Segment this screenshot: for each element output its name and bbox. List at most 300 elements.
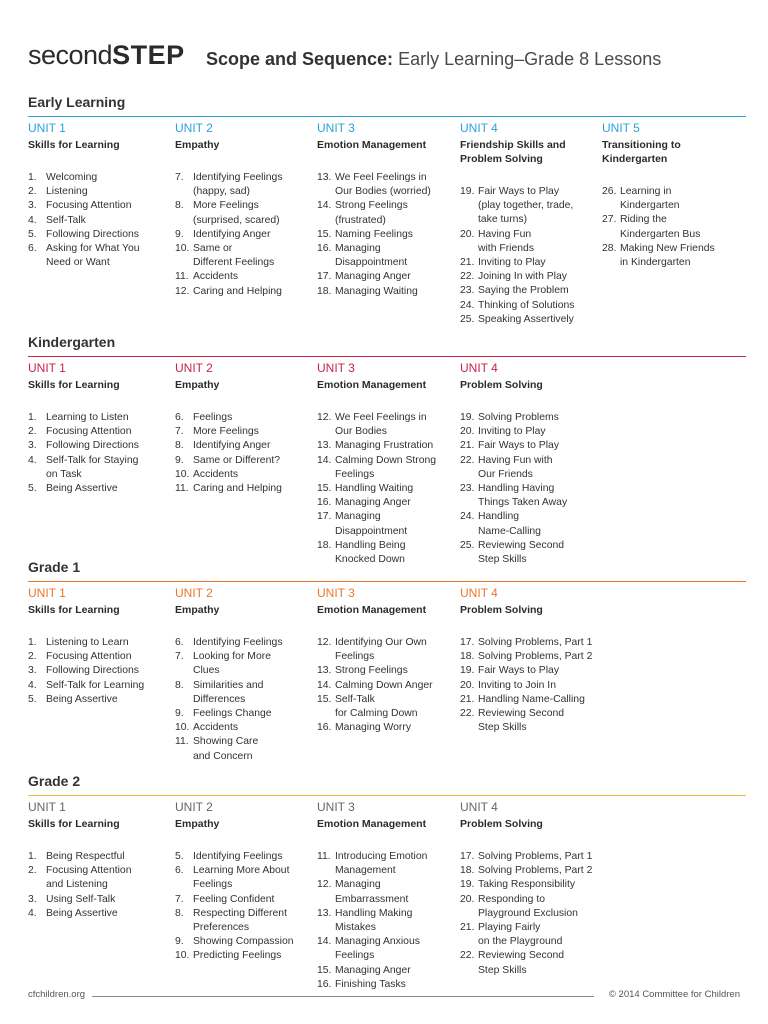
lesson-item <box>28 907 132 921</box>
lesson-title: Solving Problems, Part 2 <box>478 651 593 663</box>
section-divider <box>28 356 746 357</box>
lesson-title: Feelings <box>193 412 233 423</box>
unit-title: Empathy <box>175 139 220 151</box>
lesson-number: 15. <box>317 228 332 240</box>
lesson-title: Embarrassment <box>335 893 409 905</box>
lesson-item <box>175 707 283 721</box>
lesson-title: Introducing Emotion <box>335 851 428 862</box>
unit-column <box>460 799 592 978</box>
lesson-item <box>175 454 282 468</box>
lesson-number: 2. <box>28 865 37 877</box>
lesson-title: Using Self-Talk <box>46 893 116 905</box>
lesson-item <box>175 664 283 678</box>
lesson-title: for Calming Down <box>335 708 418 720</box>
lesson-number: 15. <box>317 483 332 495</box>
lesson-item <box>602 242 715 256</box>
lesson-item <box>460 864 592 878</box>
lesson-title: (surprised, scared) <box>193 214 280 226</box>
lesson-number: 9. <box>175 936 184 948</box>
lesson-item <box>317 270 431 284</box>
unit-title: Empathy <box>175 379 220 391</box>
lesson-item <box>317 510 436 524</box>
unit-column <box>460 585 592 735</box>
lesson-number: 2. <box>28 186 37 198</box>
page-title: Scope and Sequence: Early Learning–Grade 8 Lessons <box>206 49 662 69</box>
lesson-title: Reviewing Second <box>478 708 565 720</box>
lesson-title: Managing Worry <box>335 722 412 734</box>
lesson-title: Managing Anxious <box>335 936 420 948</box>
lesson-item <box>317 214 431 228</box>
lesson-title: Managing <box>335 511 381 523</box>
lesson-item <box>317 921 427 935</box>
lesson-number: 2. <box>28 426 37 438</box>
lesson-item <box>28 171 140 185</box>
lesson-number: 1. <box>28 172 37 183</box>
lesson-title: Need or Want <box>46 257 110 269</box>
lesson-number: 17. <box>317 271 332 283</box>
lesson-number: 7. <box>175 893 184 905</box>
lesson-item <box>175 285 283 299</box>
unit-title: Transitioning to <box>602 139 681 151</box>
unit-title: Emotion Management <box>317 604 427 616</box>
lesson-item <box>460 425 567 439</box>
lesson-title: Same or <box>193 243 233 255</box>
unit-number: UNIT 4 <box>460 361 498 375</box>
lesson-list <box>175 411 282 496</box>
section-early-learning <box>28 92 746 325</box>
lesson-number: 11. <box>317 851 331 862</box>
lesson-title: Our Bodies (worried) <box>335 186 431 198</box>
lesson-number: 15. <box>317 693 332 705</box>
lesson-title: Preferences <box>193 922 250 934</box>
lesson-title: Thinking of Solutions <box>478 299 575 311</box>
lesson-item <box>28 664 144 678</box>
unit-number: UNIT 4 <box>460 121 498 135</box>
lesson-title: in Kindergarten <box>620 257 691 269</box>
lesson-item <box>317 425 436 439</box>
lesson-item <box>460 468 567 482</box>
unit-number: UNIT 2 <box>175 586 213 600</box>
unit-number: UNIT 1 <box>28 361 66 375</box>
lesson-number: 16. <box>317 497 332 509</box>
lesson-number: 25. <box>460 539 475 551</box>
lesson-title: Taking Responsibility <box>478 879 576 891</box>
lesson-list <box>460 850 592 978</box>
lesson-title: Fair Ways to Play <box>478 440 560 452</box>
lesson-title: Fair Ways to Play <box>478 186 560 197</box>
page-header <box>28 40 748 80</box>
lesson-item <box>317 679 433 693</box>
unit-number: UNIT 1 <box>28 586 66 600</box>
lesson-item <box>602 199 715 213</box>
lesson-number: 3. <box>28 200 37 212</box>
lesson-item <box>28 199 140 213</box>
lesson-title: We Feel Feelings in <box>335 412 427 423</box>
lesson-title: Feelings <box>193 879 233 891</box>
lesson-item <box>317 496 436 510</box>
lesson-item <box>317 964 427 978</box>
lesson-item <box>460 482 567 496</box>
lesson-title: Mistakes <box>335 922 376 934</box>
lesson-title: Joining In with Play <box>478 271 567 283</box>
unit-column <box>28 360 139 496</box>
lesson-title: (frustrated) <box>335 214 386 226</box>
lesson-item <box>317 636 433 650</box>
lesson-item <box>460 636 592 650</box>
lesson-list <box>317 636 433 735</box>
lesson-number: 5. <box>175 851 184 862</box>
lesson-title: Clues <box>193 665 220 677</box>
lesson-title: Identifying Feelings <box>193 637 283 648</box>
unit-column <box>317 360 436 567</box>
lesson-item <box>28 650 144 664</box>
lesson-title: Finishing Tasks <box>335 978 406 990</box>
lesson-item <box>317 199 431 213</box>
lesson-number: 5. <box>28 483 37 495</box>
lesson-item <box>28 228 140 242</box>
lesson-title: with Friends <box>478 242 535 254</box>
lesson-number: 4. <box>28 907 37 919</box>
lesson-number: 12. <box>317 412 332 423</box>
lesson-title: Identifying Our Own <box>335 637 427 648</box>
lesson-title: Similarities and <box>193 679 264 691</box>
lesson-number: 14. <box>317 679 332 691</box>
lesson-item <box>460 510 567 524</box>
lesson-number: 11. <box>175 271 189 283</box>
lesson-title: on the Playground <box>478 936 563 948</box>
lesson-item <box>28 214 140 228</box>
lesson-item <box>460 284 574 298</box>
lesson-number: 12. <box>317 879 332 891</box>
lesson-item <box>317 468 436 482</box>
lesson-item <box>460 907 592 921</box>
lesson-item <box>175 935 294 949</box>
lesson-title: Following Directions <box>46 440 139 452</box>
lesson-title: Self-Talk for Staying <box>46 454 139 466</box>
lesson-title: Our Friends <box>478 468 533 480</box>
lesson-title: Asking for What You <box>46 243 140 255</box>
lesson-number: 5. <box>28 693 37 705</box>
lesson-item <box>460 496 567 510</box>
lesson-list <box>602 185 715 270</box>
lesson-item <box>28 878 132 892</box>
lesson-item <box>175 636 283 650</box>
unit-number: UNIT 5 <box>602 121 640 135</box>
lesson-number: 6. <box>175 865 184 877</box>
lesson-item <box>28 693 144 707</box>
lesson-number: 17. <box>460 637 475 648</box>
lesson-number: 8. <box>175 907 184 919</box>
section-kindergarten <box>28 332 746 566</box>
lesson-title: Fair Ways to Play <box>478 665 560 677</box>
lesson-title: Having Fun <box>478 228 532 240</box>
lesson-item <box>460 707 592 721</box>
lesson-item <box>460 893 592 907</box>
unit-title: Problem Solving <box>460 379 543 391</box>
lesson-number: 8. <box>175 200 184 212</box>
unit-number: UNIT 2 <box>175 121 213 135</box>
lesson-number: 7. <box>175 172 184 183</box>
lesson-item <box>28 411 139 425</box>
lesson-number: 18. <box>460 865 475 877</box>
lesson-number: 1. <box>28 412 37 423</box>
lesson-title: Feelings <box>335 950 375 962</box>
unit-title: Emotion Management <box>317 379 427 391</box>
lesson-item <box>460 185 574 199</box>
section-grade-2 <box>28 771 746 990</box>
lesson-number: 1. <box>28 637 37 648</box>
lesson-number: 3. <box>28 440 37 452</box>
lesson-number: 14. <box>317 936 332 948</box>
lesson-title: Managing Anger <box>335 271 411 283</box>
lesson-item <box>317 850 427 864</box>
lesson-item <box>460 949 592 963</box>
unit-column <box>317 585 433 735</box>
unit-column <box>317 799 427 992</box>
lesson-title: Being Respectful <box>46 851 125 862</box>
footer-website: cfchildren.org <box>28 989 86 1000</box>
section-divider <box>28 116 746 117</box>
lesson-number: 14. <box>317 454 332 466</box>
lesson-item <box>460 525 567 539</box>
lesson-title: Solving Problems, Part 2 <box>478 865 593 877</box>
lesson-item <box>317 439 436 453</box>
lesson-number: 22. <box>460 950 475 962</box>
lesson-item <box>317 693 433 707</box>
lesson-title: Following Directions <box>46 228 139 240</box>
lesson-item <box>460 299 574 313</box>
lesson-number: 10. <box>175 243 190 255</box>
lesson-title: and Concern <box>193 750 253 762</box>
lesson-title: Showing Compassion <box>193 936 294 948</box>
lesson-item <box>175 228 283 242</box>
lesson-number: 19. <box>460 186 475 197</box>
lesson-item <box>460 664 592 678</box>
lesson-item <box>317 228 431 242</box>
lesson-title: Our Bodies <box>335 426 387 438</box>
lesson-number: 24. <box>460 511 475 523</box>
lesson-item <box>175 907 294 921</box>
lesson-title: Showing Care <box>193 736 259 748</box>
lesson-number: 22. <box>460 708 475 720</box>
lesson-number: 20. <box>460 893 475 905</box>
unit-column <box>28 585 144 707</box>
lesson-item <box>460 256 574 270</box>
lesson-item <box>460 228 574 242</box>
lesson-item <box>175 949 294 963</box>
lesson-title: Different Feelings <box>193 257 275 269</box>
lesson-title: (play together, trade, <box>478 200 574 212</box>
lesson-item <box>28 850 132 864</box>
lesson-title: Identifying Anger <box>193 228 271 240</box>
lesson-title: Same or Different? <box>193 454 281 466</box>
unit-title: Problem Solving <box>460 818 543 830</box>
lesson-item <box>28 636 144 650</box>
lesson-item <box>317 949 427 963</box>
lesson-item <box>175 425 282 439</box>
lesson-number: 15. <box>317 964 332 976</box>
lesson-item <box>317 171 431 185</box>
lesson-title: Management <box>335 865 396 877</box>
lesson-title: Strong Feelings <box>335 200 408 212</box>
lesson-number: 20. <box>460 228 475 240</box>
lesson-number: 23. <box>460 483 475 495</box>
lesson-title: Focusing Attention <box>46 200 132 212</box>
unit-number: UNIT 1 <box>28 121 66 135</box>
lesson-number: 19. <box>460 879 475 891</box>
lesson-title: Managing Anger <box>335 497 411 509</box>
unit-number: UNIT 2 <box>175 800 213 814</box>
lesson-title: Things Taken Away <box>478 497 568 509</box>
footer-divider <box>92 996 594 997</box>
lesson-number: 18. <box>317 285 332 297</box>
lesson-number: 21. <box>460 257 475 269</box>
lesson-item <box>28 893 132 907</box>
lesson-title: Focusing Attention <box>46 651 132 663</box>
lesson-number: 24. <box>460 299 475 311</box>
lesson-title: take turns) <box>478 214 528 226</box>
lesson-number: 20. <box>460 679 475 691</box>
lesson-title: Handling Making <box>335 907 413 919</box>
lesson-title: Feelings <box>335 651 375 663</box>
lesson-title: Step Skills <box>478 964 527 976</box>
lesson-number: 18. <box>460 651 475 663</box>
lesson-title: Having Fun with <box>478 454 553 466</box>
lesson-item <box>317 893 427 907</box>
lesson-title: Self-Talk for Learning <box>46 679 145 691</box>
lesson-title: Focusing Attention <box>46 426 132 438</box>
lesson-title: Listening <box>46 186 88 198</box>
lesson-title: Solving Problems <box>478 412 559 423</box>
unit-title: Skills for Learning <box>28 818 120 830</box>
unit-column <box>460 360 567 567</box>
lesson-title: Predicting Feelings <box>193 950 282 962</box>
lesson-number: 5. <box>28 228 37 240</box>
lesson-number: 19. <box>460 665 475 677</box>
lesson-item <box>460 539 567 553</box>
lesson-number: 11. <box>175 483 189 495</box>
lesson-item <box>175 750 283 764</box>
lesson-title: Reviewing Second <box>478 539 565 551</box>
lesson-title: Riding the <box>620 214 667 226</box>
lesson-item <box>175 411 282 425</box>
lesson-item <box>317 525 436 539</box>
lesson-item <box>317 707 433 721</box>
lesson-title: Knocked Down <box>335 554 405 566</box>
lesson-item <box>175 199 283 213</box>
lesson-title: Reviewing Second <box>478 950 565 962</box>
lesson-title: More Feelings <box>193 426 259 438</box>
lesson-title: Managing Frustration <box>335 440 434 452</box>
lesson-item <box>28 242 140 256</box>
lesson-item <box>317 907 427 921</box>
unit-number: UNIT 4 <box>460 800 498 814</box>
lesson-title: Handling Waiting <box>335 483 414 495</box>
lesson-number: 10. <box>175 722 190 734</box>
lesson-number: 13. <box>317 172 332 183</box>
lesson-number: 21. <box>460 922 475 934</box>
unit-number: UNIT 3 <box>317 361 355 375</box>
lesson-title: Inviting to Join In <box>478 679 556 691</box>
unit-title: Emotion Management <box>317 139 427 151</box>
section-divider <box>28 795 746 796</box>
lesson-item <box>175 482 282 496</box>
lesson-item <box>317 664 433 678</box>
lesson-list <box>175 171 283 299</box>
lesson-number: 4. <box>28 214 37 226</box>
unit-number: UNIT 3 <box>317 800 355 814</box>
lesson-title: Caring and Helping <box>193 483 282 495</box>
unit-title: Skills for Learning <box>28 139 120 151</box>
lesson-number: 9. <box>175 454 184 466</box>
lesson-title: Disappointment <box>335 525 408 537</box>
lesson-number: 2. <box>28 651 37 663</box>
lesson-title: Accidents <box>193 468 239 480</box>
lesson-number: 21. <box>460 440 475 452</box>
lesson-number: 9. <box>175 228 184 240</box>
lesson-number: 16. <box>317 722 332 734</box>
lesson-title: Playing Fairly <box>478 922 541 934</box>
lesson-title: Being Assertive <box>46 693 118 705</box>
lesson-item <box>175 171 283 185</box>
lesson-number: 20. <box>460 426 475 438</box>
lesson-list <box>317 171 431 299</box>
lesson-title: Solving Problems, Part 1 <box>478 851 593 862</box>
unit-title: Kindergarten <box>602 153 668 165</box>
lesson-title: Speaking Assertively <box>478 313 574 325</box>
lesson-number: 7. <box>175 426 184 438</box>
unit-title: Emotion Management <box>317 818 427 830</box>
lesson-number: 22. <box>460 454 475 466</box>
lesson-title: Respecting Different <box>193 907 287 919</box>
lesson-number: 13. <box>317 665 332 677</box>
lesson-number: 10. <box>175 468 190 480</box>
lesson-item <box>460 935 592 949</box>
lesson-list <box>317 850 427 992</box>
lesson-item <box>460 313 574 327</box>
lesson-number: 23. <box>460 285 475 297</box>
lesson-item <box>28 468 139 482</box>
lesson-item <box>460 878 592 892</box>
lesson-number: 28. <box>602 242 617 254</box>
lesson-title: Naming Feelings <box>335 228 413 240</box>
lesson-title: Inviting to Play <box>478 257 546 269</box>
lesson-title: Kindergarten Bus <box>620 228 701 240</box>
lesson-item <box>175 850 294 864</box>
lesson-title: Differences <box>193 693 246 705</box>
lesson-title: Self-Talk <box>335 693 375 705</box>
lesson-item <box>317 864 427 878</box>
lesson-number: 22. <box>460 271 475 283</box>
lesson-title: Identifying Anger <box>193 440 271 452</box>
lesson-number: 12. <box>175 285 190 297</box>
lesson-item <box>460 242 574 256</box>
lesson-list <box>175 850 294 964</box>
lesson-list <box>460 636 592 735</box>
unit-number: UNIT 3 <box>317 586 355 600</box>
lesson-title: Calming Down Anger <box>335 679 433 691</box>
lesson-item <box>317 721 433 735</box>
lesson-item <box>317 539 436 553</box>
lesson-number: 25. <box>460 313 475 325</box>
lesson-number: 12. <box>317 637 332 648</box>
lesson-number: 16. <box>317 243 332 255</box>
lesson-item <box>317 411 436 425</box>
lesson-list <box>317 411 436 567</box>
lesson-item <box>317 185 431 199</box>
unit-title: Problem Solving <box>460 153 543 165</box>
lesson-list <box>460 185 574 327</box>
